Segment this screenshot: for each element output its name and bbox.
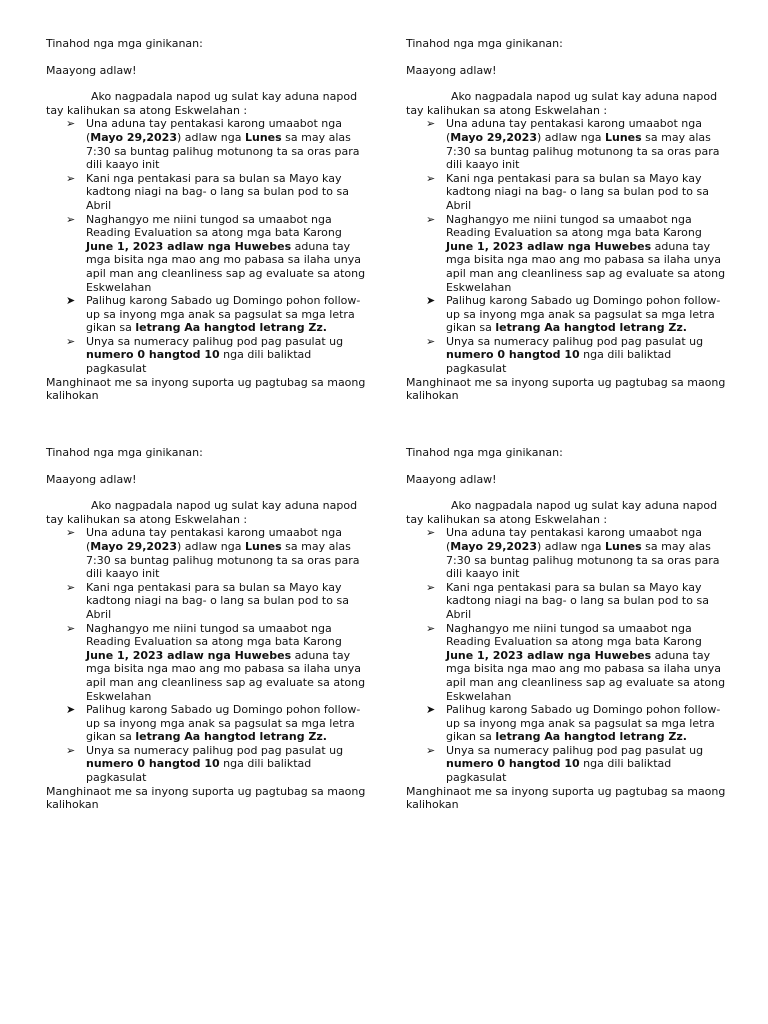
bullet-item <box>66 117 366 171</box>
bullet-item <box>66 213 366 295</box>
bold-text-segment: numero 0 hangtod 10 <box>446 348 580 362</box>
closing-paragraph: Manghinaot me sa inyong suporta ug pagtubag sa maong kalihokan <box>406 375 726 403</box>
bullet-item <box>426 622 726 704</box>
bullet-item <box>66 581 366 622</box>
arrow-bullet-icon: ➤ <box>426 294 436 308</box>
text-segment: Naghangyo me niini tungod sa umaabot nga Reading Evaluation sa atong mga bata Karong <box>86 212 342 240</box>
bullet-item <box>426 526 726 580</box>
arrow-bullet-icon: ➢ <box>426 621 436 635</box>
text-segment: Una aduna tay pentakasi karong umaabot nga ( <box>86 526 342 553</box>
text-segment: nga dili baliktad pagkasulat <box>86 757 312 785</box>
arrow-bullet-icon: ➢ <box>66 526 76 540</box>
bullet-item <box>66 703 366 744</box>
text-segment: Kani nga pentakasi para sa bulan sa Mayo kay kadtong niagi na bag- o lang sa bulan pod to sa Abril <box>446 171 709 212</box>
bullet-item <box>66 744 366 785</box>
bullet-list <box>46 526 366 784</box>
arrow-bullet-icon: ➢ <box>426 171 436 185</box>
text-segment: Palihug karong Sabado ug Domingo pohon follow-up sa inyong mga anak sa pagsulat sa mga letra gikan sa <box>446 703 721 744</box>
bullet-item <box>426 744 726 785</box>
salutation: Tinahod nga mga ginikanan: <box>406 37 563 50</box>
bold-text-segment: letrang Aa hangtod letrang Zz. <box>135 321 327 335</box>
arrow-bullet-icon: ➢ <box>66 580 76 594</box>
text-segment: Una aduna tay pentakasi karong umaabot nga ( <box>446 526 702 553</box>
greeting: Maayong adlaw! <box>406 472 497 486</box>
bullet-item <box>66 294 366 335</box>
text-segment: aduna tay mga bisita nga mao ang mo pabasa sa ilaha unya apil man ang cleanliness sap ag evaluate sa atong Eskwelahan <box>446 648 726 703</box>
bullet-item <box>426 117 726 171</box>
arrow-bullet-icon: ➢ <box>66 334 76 348</box>
text-segment: sa may alas 7:30 sa buntag palihug motunong ta sa oras para dili kaayo init <box>446 539 720 581</box>
bold-text-segment: Lunes <box>245 539 282 553</box>
arrow-bullet-icon: ➢ <box>426 212 436 226</box>
text-segment: Palihug karong Sabado ug Domingo pohon follow-up sa inyong mga anak sa pagsulat sa mga letra gikan sa <box>86 294 361 335</box>
text-segment: Naghangyo me niini tungod sa umaabot nga Reading Evaluation sa atong mga bata Karong <box>86 621 342 649</box>
arrow-bullet-icon: ➢ <box>426 580 436 594</box>
bold-text-segment: numero 0 hangtod 10 <box>86 348 220 362</box>
bold-text-segment: Lunes <box>605 130 642 144</box>
text-segment: Palihug karong Sabado ug Domingo pohon follow-up sa inyong mga anak sa pagsulat sa mga letra gikan sa <box>446 294 721 335</box>
bold-text-segment: letrang Aa hangtod letrang Zz. <box>135 730 327 744</box>
closing-paragraph: Manghinaot me sa inyong suporta ug pagtubag sa maong kalihokan <box>46 784 366 812</box>
arrow-bullet-icon: ➢ <box>66 212 76 226</box>
text-segment: Una aduna tay pentakasi karong umaabot nga ( <box>86 117 342 144</box>
salutation: Tinahod nga mga ginikanan: <box>406 446 563 459</box>
text-segment: nga dili baliktad pagkasulat <box>446 757 672 785</box>
text-segment: aduna tay mga bisita nga mao ang mo pabasa sa ilaha unya apil man ang cleanliness sap ag evaluate sa atong Eskwelahan <box>86 239 366 294</box>
arrow-bullet-icon: ➢ <box>66 743 76 757</box>
text-segment: Una aduna tay pentakasi karong umaabot nga ( <box>446 117 702 144</box>
salutation: Tinahod nga mga ginikanan: <box>46 446 203 459</box>
intro-paragraph: Ako nagpadala napod ug sulat kay aduna napod tay kalihukan sa atong Eskwelahan : <box>406 499 718 526</box>
text-segment: Palihug karong Sabado ug Domingo pohon follow-up sa inyong mga anak sa pagsulat sa mga letra gikan sa <box>86 703 361 744</box>
arrow-bullet-icon: ➢ <box>66 117 76 131</box>
bold-text-segment: June 1, 2023 adlaw nga Huwebes <box>446 648 652 662</box>
text-segment: Unya sa numeracy palihug pod pag pasulat ug <box>446 743 704 757</box>
bullet-item <box>66 526 366 580</box>
text-segment: sa may alas 7:30 sa buntag palihug motunong ta sa oras para dili kaayo init <box>86 130 360 172</box>
bold-text-segment: Lunes <box>245 130 282 144</box>
intro-paragraph: Ako nagpadala napod ug sulat kay aduna napod tay kalihukan sa atong Eskwelahan : <box>46 90 358 117</box>
bold-text-segment: June 1, 2023 adlaw nga Huwebes <box>86 648 292 662</box>
bullet-item <box>426 294 726 335</box>
text-segment: Unya sa numeracy palihug pod pag pasulat ug <box>86 334 344 348</box>
bullet-item <box>426 213 726 295</box>
text-segment: Kani nga pentakasi para sa bulan sa Mayo kay kadtong niagi na bag- o lang sa bulan pod to sa Abril <box>86 580 349 621</box>
salutation: Tinahod nga mga ginikanan: <box>46 37 203 50</box>
bullet-item <box>66 335 366 376</box>
bold-text-segment: numero 0 hangtod 10 <box>86 757 220 771</box>
letter-top-right <box>406 37 726 403</box>
bullet-list <box>46 117 366 375</box>
arrow-bullet-icon: ➤ <box>426 703 436 717</box>
text-segment: Kani nga pentakasi para sa bulan sa Mayo kay kadtong niagi na bag- o lang sa bulan pod to sa Abril <box>446 580 709 621</box>
bold-text-segment: Mayo 29,2023 <box>90 130 177 144</box>
bullet-item <box>426 581 726 622</box>
bold-text-segment: numero 0 hangtod 10 <box>446 757 580 771</box>
intro-paragraph: Ako nagpadala napod ug sulat kay aduna napod tay kalihukan sa atong Eskwelahan : <box>406 90 718 117</box>
letter-bottom-left <box>46 446 366 812</box>
closing-paragraph: Manghinaot me sa inyong suporta ug pagtubag sa maong kalihokan <box>406 784 726 812</box>
bold-text-segment: Mayo 29,2023 <box>90 539 177 553</box>
text-segment: Unya sa numeracy palihug pod pag pasulat ug <box>446 334 704 348</box>
text-segment: ) adlaw nga <box>177 539 245 553</box>
letter-top-left <box>46 37 366 403</box>
greeting: Maayong adlaw! <box>46 472 137 486</box>
bullet-list <box>406 526 726 784</box>
text-segment: aduna tay mga bisita nga mao ang mo pabasa sa ilaha unya apil man ang cleanliness sap ag evaluate sa atong Eskwelahan <box>86 648 366 703</box>
bullet-item <box>426 703 726 744</box>
bold-text-segment: letrang Aa hangtod letrang Zz. <box>495 321 687 335</box>
arrow-bullet-icon: ➢ <box>426 743 436 757</box>
bullet-item <box>66 172 366 213</box>
bullet-list <box>406 117 726 375</box>
bold-text-segment: Lunes <box>605 539 642 553</box>
greeting: Maayong adlaw! <box>46 63 137 77</box>
text-segment: aduna tay mga bisita nga mao ang mo pabasa sa ilaha unya apil man ang cleanliness sap ag evaluate sa atong Eskwelahan <box>446 239 726 294</box>
bold-text-segment: Mayo 29,2023 <box>450 539 537 553</box>
arrow-bullet-icon: ➢ <box>426 117 436 131</box>
arrow-bullet-icon: ➢ <box>66 621 76 635</box>
text-segment: sa may alas 7:30 sa buntag palihug motunong ta sa oras para dili kaayo init <box>446 130 720 172</box>
text-segment: Kani nga pentakasi para sa bulan sa Mayo kay kadtong niagi na bag- o lang sa bulan pod to sa Abril <box>86 171 349 212</box>
bold-text-segment: Mayo 29,2023 <box>450 130 537 144</box>
bold-text-segment: June 1, 2023 adlaw nga Huwebes <box>446 239 652 253</box>
arrow-bullet-icon: ➤ <box>66 703 76 717</box>
arrow-bullet-icon: ➤ <box>66 294 76 308</box>
text-segment: Unya sa numeracy palihug pod pag pasulat ug <box>86 743 344 757</box>
intro-paragraph: Ako nagpadala napod ug sulat kay aduna napod tay kalihukan sa atong Eskwelahan : <box>46 499 358 526</box>
text-segment: Naghangyo me niini tungod sa umaabot nga Reading Evaluation sa atong mga bata Karong <box>446 212 702 240</box>
letter-bottom-right <box>406 446 726 812</box>
text-segment: ) adlaw nga <box>537 539 605 553</box>
bold-text-segment: June 1, 2023 adlaw nga Huwebes <box>86 239 292 253</box>
text-segment: sa may alas 7:30 sa buntag palihug motunong ta sa oras para dili kaayo init <box>86 539 360 581</box>
text-segment: nga dili baliktad pagkasulat <box>446 348 672 376</box>
text-segment: ) adlaw nga <box>177 130 245 144</box>
text-segment: ) adlaw nga <box>537 130 605 144</box>
arrow-bullet-icon: ➢ <box>426 526 436 540</box>
closing-paragraph: Manghinaot me sa inyong suporta ug pagtubag sa maong kalihokan <box>46 375 366 403</box>
bullet-item <box>66 622 366 704</box>
bullet-item <box>426 335 726 376</box>
arrow-bullet-icon: ➢ <box>426 334 436 348</box>
text-segment: nga dili baliktad pagkasulat <box>86 348 312 376</box>
bullet-item <box>426 172 726 213</box>
text-segment: Naghangyo me niini tungod sa umaabot nga Reading Evaluation sa atong mga bata Karong <box>446 621 702 649</box>
greeting: Maayong adlaw! <box>406 63 497 77</box>
bold-text-segment: letrang Aa hangtod letrang Zz. <box>495 730 687 744</box>
arrow-bullet-icon: ➢ <box>66 171 76 185</box>
